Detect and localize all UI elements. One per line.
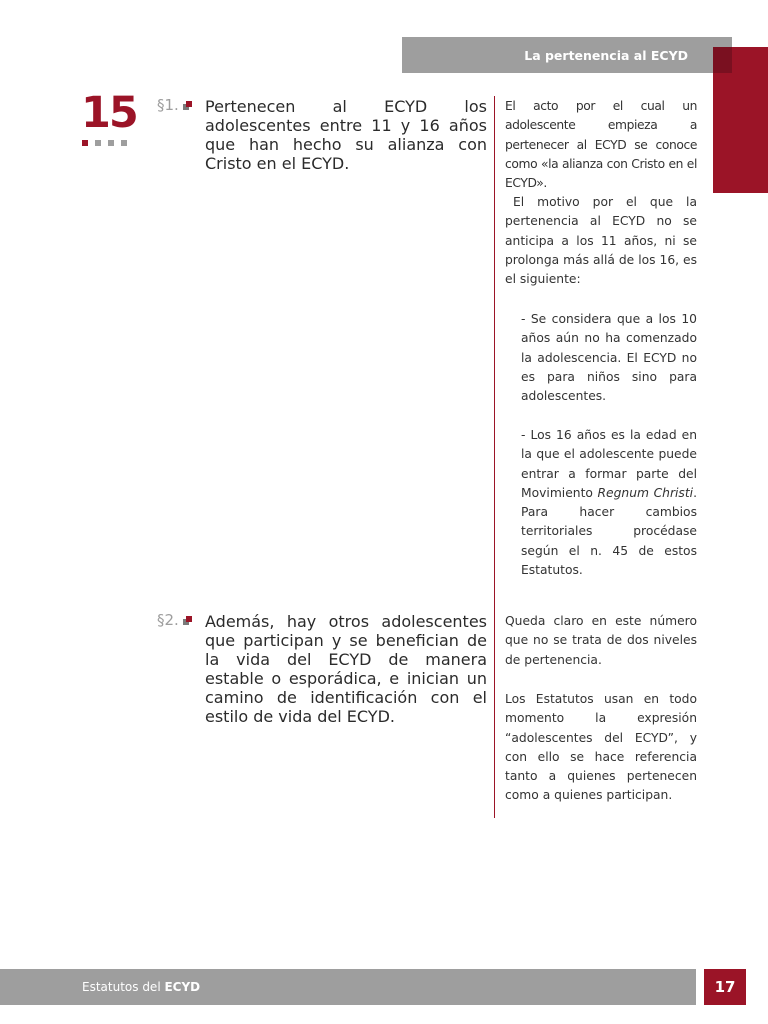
square-bullet-icon: [183, 616, 192, 625]
footer-title-bold: ECYD: [164, 980, 201, 994]
footer-bar: [0, 969, 696, 1005]
note-4-text-a: - Los 16 años es la edad en la que el adolescente puede entrar a formar parte del Movimiento: [521, 428, 697, 500]
dot-grey: [108, 140, 114, 146]
note-2: El motivo por el que la pertenencia al ECYD no se anticipa a los 11 años, ni se prolonga más allá de los 16, es el siguiente:: [505, 195, 697, 287]
note-4-italic: Regnum Christi: [597, 485, 694, 500]
dot-red: [82, 140, 88, 146]
paragraph-marker-2: [157, 611, 192, 629]
paragraph-marker-1: [157, 96, 192, 114]
article-number: 15: [81, 88, 137, 138]
footer-title: [82, 969, 200, 1006]
paragraph-number: §1.: [157, 96, 179, 114]
article-number-dots: [82, 140, 127, 146]
section-tab-corner: [713, 47, 732, 73]
note-4-text-b: . Para hacer cambios territoriales procédase según el n. 45 de estos Estatutos.: [521, 485, 697, 578]
dot-grey: [95, 140, 101, 146]
note-3: - Se considera que a los 10 años aún no ha comenzado la adolescencia. El ECYD no es para niños sino para adolescentes.: [521, 312, 697, 404]
footer-title-prefix: Estatutos del: [82, 980, 165, 994]
header-bar: [402, 37, 732, 73]
note-5: Queda claro en este número que no se trata de dos niveles de pertenencia.: [505, 614, 697, 667]
section-title: La pertenencia al ECYD: [524, 48, 688, 63]
note-4: [521, 426, 697, 580]
note-1: El acto por el cual un adolescente empieza a pertenecer al ECYD se conoce como «la alianza con Cristo en el ECYD».: [505, 99, 697, 191]
square-bullet-icon: [183, 101, 192, 110]
paragraph-text-2: Además, hay otros adolescentes que participan y se benefician de la vida del ECYD de manera estable o esporádica, e inician un camino de identificación con el estilo de vida del ECYD.: [205, 612, 487, 726]
paragraph-text-1: Pertenecen al ECYD los adolescentes entre 11 y 16 años que han hecho su alianza con Cristo en el ECYD.: [205, 97, 487, 173]
note-6: Los Estatutos usan en todo momento la expresión “adolescentes del ECYD”, y con ello se hace referencia tanto a quienes pertenecen como a quienes participan.: [505, 692, 697, 803]
column-divider: [494, 96, 495, 818]
dot-grey: [121, 140, 127, 146]
paragraph-number: §2.: [157, 611, 179, 629]
page-number: 17: [704, 969, 746, 1005]
